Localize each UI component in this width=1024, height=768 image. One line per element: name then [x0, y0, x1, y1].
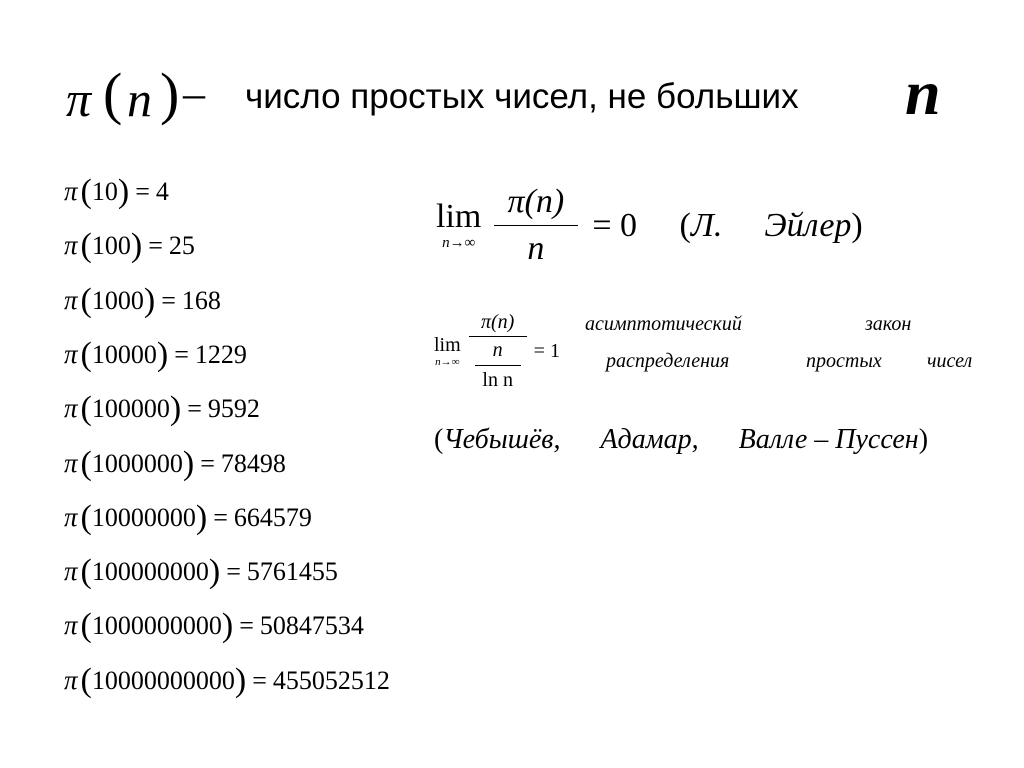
value-pi-symbol: π [64, 610, 78, 641]
value-open-paren: ( [80, 390, 92, 428]
heading-dash: – [183, 69, 205, 118]
asymptotic-inner-denominator: ln n [482, 369, 513, 391]
value-equals: = [200, 448, 215, 478]
asymptotic-word-4: простых [806, 350, 882, 372]
heading-close-paren: ) [160, 61, 180, 126]
euler-credit-name: Эйлер [764, 206, 852, 244]
value-pi-symbol: π [64, 338, 78, 369]
value-row [64, 653, 390, 707]
asymptotic-lim-word: lim [434, 333, 461, 356]
value-row [64, 218, 195, 272]
author-vallee-poussin: Валле – Пуссен [738, 424, 919, 455]
value-argument: 10000000 [91, 502, 196, 532]
value-row [64, 381, 260, 435]
value-pi-symbol: π [64, 556, 78, 587]
slide-heading [0, 0, 1024, 150]
asymptotic-word-3: распределения [606, 350, 730, 372]
asymptotic-numerator: π(n) [481, 311, 515, 333]
asymptotic-inner-numerator: n [492, 339, 503, 361]
value-close-paren: ) [169, 390, 182, 428]
value-argument: 100000 [91, 394, 170, 424]
author-hadamard: Адамар, [600, 424, 699, 455]
asymptotic-lim-subscript: n→∞ [435, 355, 460, 368]
value-row [64, 598, 364, 652]
value-argument: 100 [91, 231, 131, 261]
value-equals: = [213, 502, 228, 532]
euler-numerator: π(n) [507, 183, 565, 220]
authors-close-paren: ) [918, 424, 929, 455]
value-result: 168 [181, 285, 221, 315]
value-row [64, 327, 247, 381]
value-result: 9592 [207, 394, 260, 424]
value-equals: = [252, 665, 267, 695]
value-close-paren: ) [221, 607, 234, 645]
heading-big-n: n [905, 57, 941, 128]
asymptotic-word-5: чисел [927, 350, 973, 372]
value-close-paren: ) [234, 661, 247, 699]
authors-open-paren: ( [434, 424, 444, 455]
value-close-paren: ) [182, 444, 195, 482]
value-open-paren: ( [80, 444, 92, 482]
euler-credit [680, 207, 863, 244]
heading-pi-symbol: π [66, 71, 92, 127]
value-close-paren: ) [195, 498, 208, 536]
value-open-paren: ( [80, 173, 92, 210]
euler-credit-close: ) [851, 206, 863, 244]
value-equals: = [239, 611, 254, 641]
value-argument: 1000000000 [91, 611, 222, 641]
asymptotic-formula [434, 312, 560, 390]
value-argument: 10000000000 [91, 665, 235, 695]
heading-open-paren: ( [103, 61, 123, 126]
value-pi-symbol: π [64, 501, 78, 532]
authors-line [434, 424, 928, 456]
asymptotic-inner-bar [475, 365, 521, 366]
author-chebyshev: Чебышёв, [443, 424, 561, 455]
value-open-paren: ( [80, 553, 92, 591]
value-close-paren: ) [208, 553, 221, 591]
asymptotic-fraction [469, 312, 527, 390]
asymptotic-word-1: асимптотический [585, 313, 742, 335]
euler-limit-operator [436, 200, 481, 251]
value-result: 5761455 [246, 557, 338, 587]
value-result: 1229 [194, 339, 247, 369]
value-pi-symbol: π [64, 393, 78, 424]
value-close-paren: ) [143, 281, 156, 319]
euler-credit-open: ( [679, 206, 691, 244]
value-pi-symbol: π [64, 447, 78, 478]
value-argument: 10 [91, 177, 118, 206]
value-row [64, 490, 312, 544]
value-close-paren: ) [156, 335, 169, 373]
value-row [64, 164, 169, 218]
value-row [64, 436, 286, 490]
euler-lim-subscript: n→∞ [442, 235, 476, 251]
value-pi-symbol: π [64, 176, 78, 206]
value-close-paren: ) [130, 227, 143, 265]
value-argument: 100000000 [91, 557, 209, 587]
euler-denominator: n [527, 230, 545, 267]
asymptotic-denominator [469, 337, 527, 390]
heading-variable-n: n [127, 71, 152, 127]
value-argument: 1000 [91, 285, 144, 315]
value-result: 4 [155, 177, 169, 206]
asymptotic-result: = 1 [533, 340, 560, 362]
value-row [64, 544, 338, 598]
euler-result: = 0 [592, 206, 638, 244]
euler-fraction [494, 185, 578, 266]
value-pi-symbol: π [64, 284, 78, 315]
value-equals: = [148, 231, 163, 261]
value-equals: = [226, 557, 241, 587]
value-open-paren: ( [80, 227, 92, 265]
value-equals: = [161, 285, 176, 315]
value-pi-symbol: π [64, 664, 78, 695]
value-result: 455052512 [272, 665, 390, 695]
value-equals: = [135, 177, 150, 206]
value-close-paren: ) [117, 173, 130, 210]
value-result: 50847534 [259, 611, 364, 641]
asymptotic-limit-operator [434, 335, 461, 368]
euler-lim-word: lim [436, 198, 482, 235]
value-argument: 1000000 [91, 448, 183, 478]
value-open-paren: ( [80, 335, 92, 373]
value-open-paren: ( [80, 607, 92, 645]
value-row [64, 273, 221, 327]
value-equals: = [187, 394, 202, 424]
value-result: 664579 [233, 502, 312, 532]
asymptotic-word-2: закон [865, 313, 912, 335]
heading-text: число простых чисел, не больших [245, 77, 799, 116]
value-result: 25 [168, 231, 195, 261]
euler-credit-initial: Л. [690, 206, 723, 244]
value-argument: 10000 [91, 339, 157, 369]
value-open-paren: ( [80, 281, 92, 319]
value-open-paren: ( [80, 498, 92, 536]
euler-formula [436, 185, 863, 266]
value-open-paren: ( [80, 661, 92, 699]
value-result: 78498 [220, 448, 286, 478]
value-pi-symbol: π [64, 230, 78, 261]
value-equals: = [174, 339, 189, 369]
